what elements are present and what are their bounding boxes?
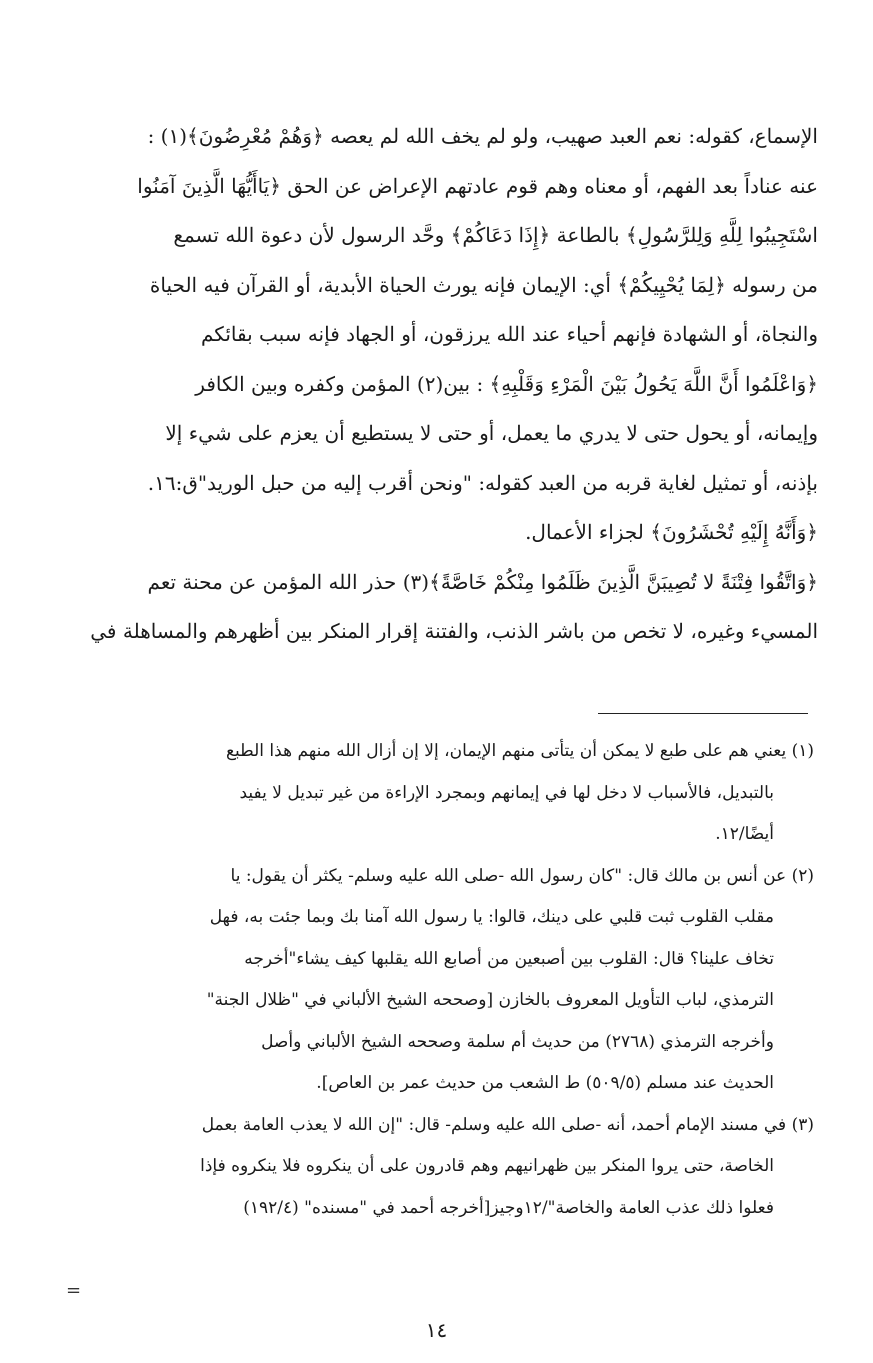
main-line: من رسوله ﴿لِمَا يُحْيِيكُمْ﴾ أي: الإيمان فإنه يورث الحياة الأبدية، أو القرآن فيه الحياة	[149, 272, 818, 297]
main-line: ﴿وَاعْلَمُوا أَنَّ اللَّهَ يَحُولُ بَيْنَ الْمَرْءِ وَقَلْبِهِ﴾ : بين(٢) المؤمن وكفره وبين الكافر	[195, 371, 818, 396]
main-line: الإسماع، كقوله: نعم العبد صهيب، ولو لم يخف الله لم يعصه ﴿وَهُمْ مُعْرِضُونَ﴾(١) :	[147, 124, 818, 148]
footnote-line: في مسند الإمام أحمد، أنه -صلى الله عليه وسلم- قال: "إن الله لا يعذب العامة بعمل	[201, 1114, 787, 1135]
footnote-line: مقلب القلوب ثبت قلبي على دينك، قالوا: يا رسول الله آمنا بك وبما جئت به، فهل	[209, 907, 774, 927]
footnote-line: عن أنس بن مالك قال: "كان رسول الله -صلى الله عليه وسلم- يكثر أن يقول: يا	[230, 865, 787, 886]
footnote-1	[58, 732, 814, 854]
main-line: عنه عناداً بعد الفهم، أو معناه وهم قوم عادتهم الإعراض عن الحق ﴿يَاأَيُّهَا الَّذِينَ آمَنُوا	[137, 173, 818, 198]
footnotes-section	[58, 732, 814, 1230]
footnote-3	[58, 1106, 814, 1228]
footnote-line: أيضًا/١٢.	[715, 824, 774, 844]
continuation-mark: =	[66, 1280, 82, 1301]
footnote-line: تخاف علينا؟ قال: القلوب بين أصبعين من أصابع الله يقلبها كيف يشاء"أخرجه	[244, 948, 774, 969]
main-line: المسيء وغيره، لا تخص من باشر الذنب، والفتنة إقرار المنكر بين أظهرهم والمساهلة في	[90, 619, 818, 643]
footnote-line: الترمذي، لباب التأويل المعروف بالخازن [وصححه الشيخ الألباني في "ظلال الجنة"	[206, 990, 774, 1010]
main-line: اسْتَجِيبُوا لِلَّهِ وَلِلرَّسُولِ﴾ بالطاعة ﴿إِذَا دَعَاكُمْ﴾ وحَّد الرسول لأن دعوة الله تسمع	[173, 223, 818, 247]
main-line: ﴿وَأَنَّهُ إِلَيْهِ تُحْشَرُونَ﴾ لجزاء الأعمال.	[525, 520, 818, 544]
footnote-line: يعني هم على طبع لا يمكن أن يتأتى منهم الإيمان، إلا إن أزال الله منهم هذا الطبع	[226, 741, 787, 761]
main-line: وإيمانه، أو يحول حتى لا يدري ما يعمل، أو حتى لا يستطيع أن يعزم على شيء إلا	[165, 421, 818, 445]
footnote-line: الخاصة، حتى يروا المنكر بين ظهرانيهم وهم قادرون على أن ينكروه فلا ينكروه فإذا	[200, 1156, 774, 1176]
footnote-line: فعلوا ذلك عذب العامة والخاصة"/١٢وجيز[أخرجه أحمد في "مسنده" (١٩٢/٤)	[243, 1197, 774, 1218]
main-line: ﴿وَاتَّقُوا فِتْنَةً لا تُصِيبَنَّ الَّذِينَ ظَلَمُوا مِنْكُمْ خَاصَّةً﴾(٣) حذر الله المؤمن عن محنة تعم	[147, 569, 818, 594]
footnote-number: (٢)	[791, 865, 814, 886]
footnote-separator-line	[598, 713, 808, 714]
footnote-line: وأخرجه الترمذي (٢٧٦٨) من حديث أم سلمة وصححه الشيخ الألباني وأصل	[261, 1031, 774, 1052]
footnote-number: (١)	[791, 741, 814, 761]
main-line: والنجاة، أو الشهادة فإنهم أحياء عند الله يرزقون، أو الجهاد فإنه سبب بقائكم	[200, 322, 818, 346]
footnote-number: (٣)	[791, 1114, 814, 1135]
footnote-line: بالتبديل، فالأسباب لا دخل لها في إيمانهم وبمجرد الإراءة من غير تبديل لا يفيد	[239, 782, 774, 803]
main-line: بإذنه، أو تمثيل لغاية قربه من العبد كقوله: "ونحن أقرب إليه من حبل الوريد"ق:١٦.	[147, 470, 818, 495]
footnote-2	[58, 857, 814, 1103]
footnote-line: الحديث عند مسلم (٥٠٩/٥) ط الشعب من حديث عمر بن العاص].	[316, 1073, 774, 1093]
page-number: ١٤	[425, 1318, 448, 1342]
main-text-body	[60, 112, 818, 657]
